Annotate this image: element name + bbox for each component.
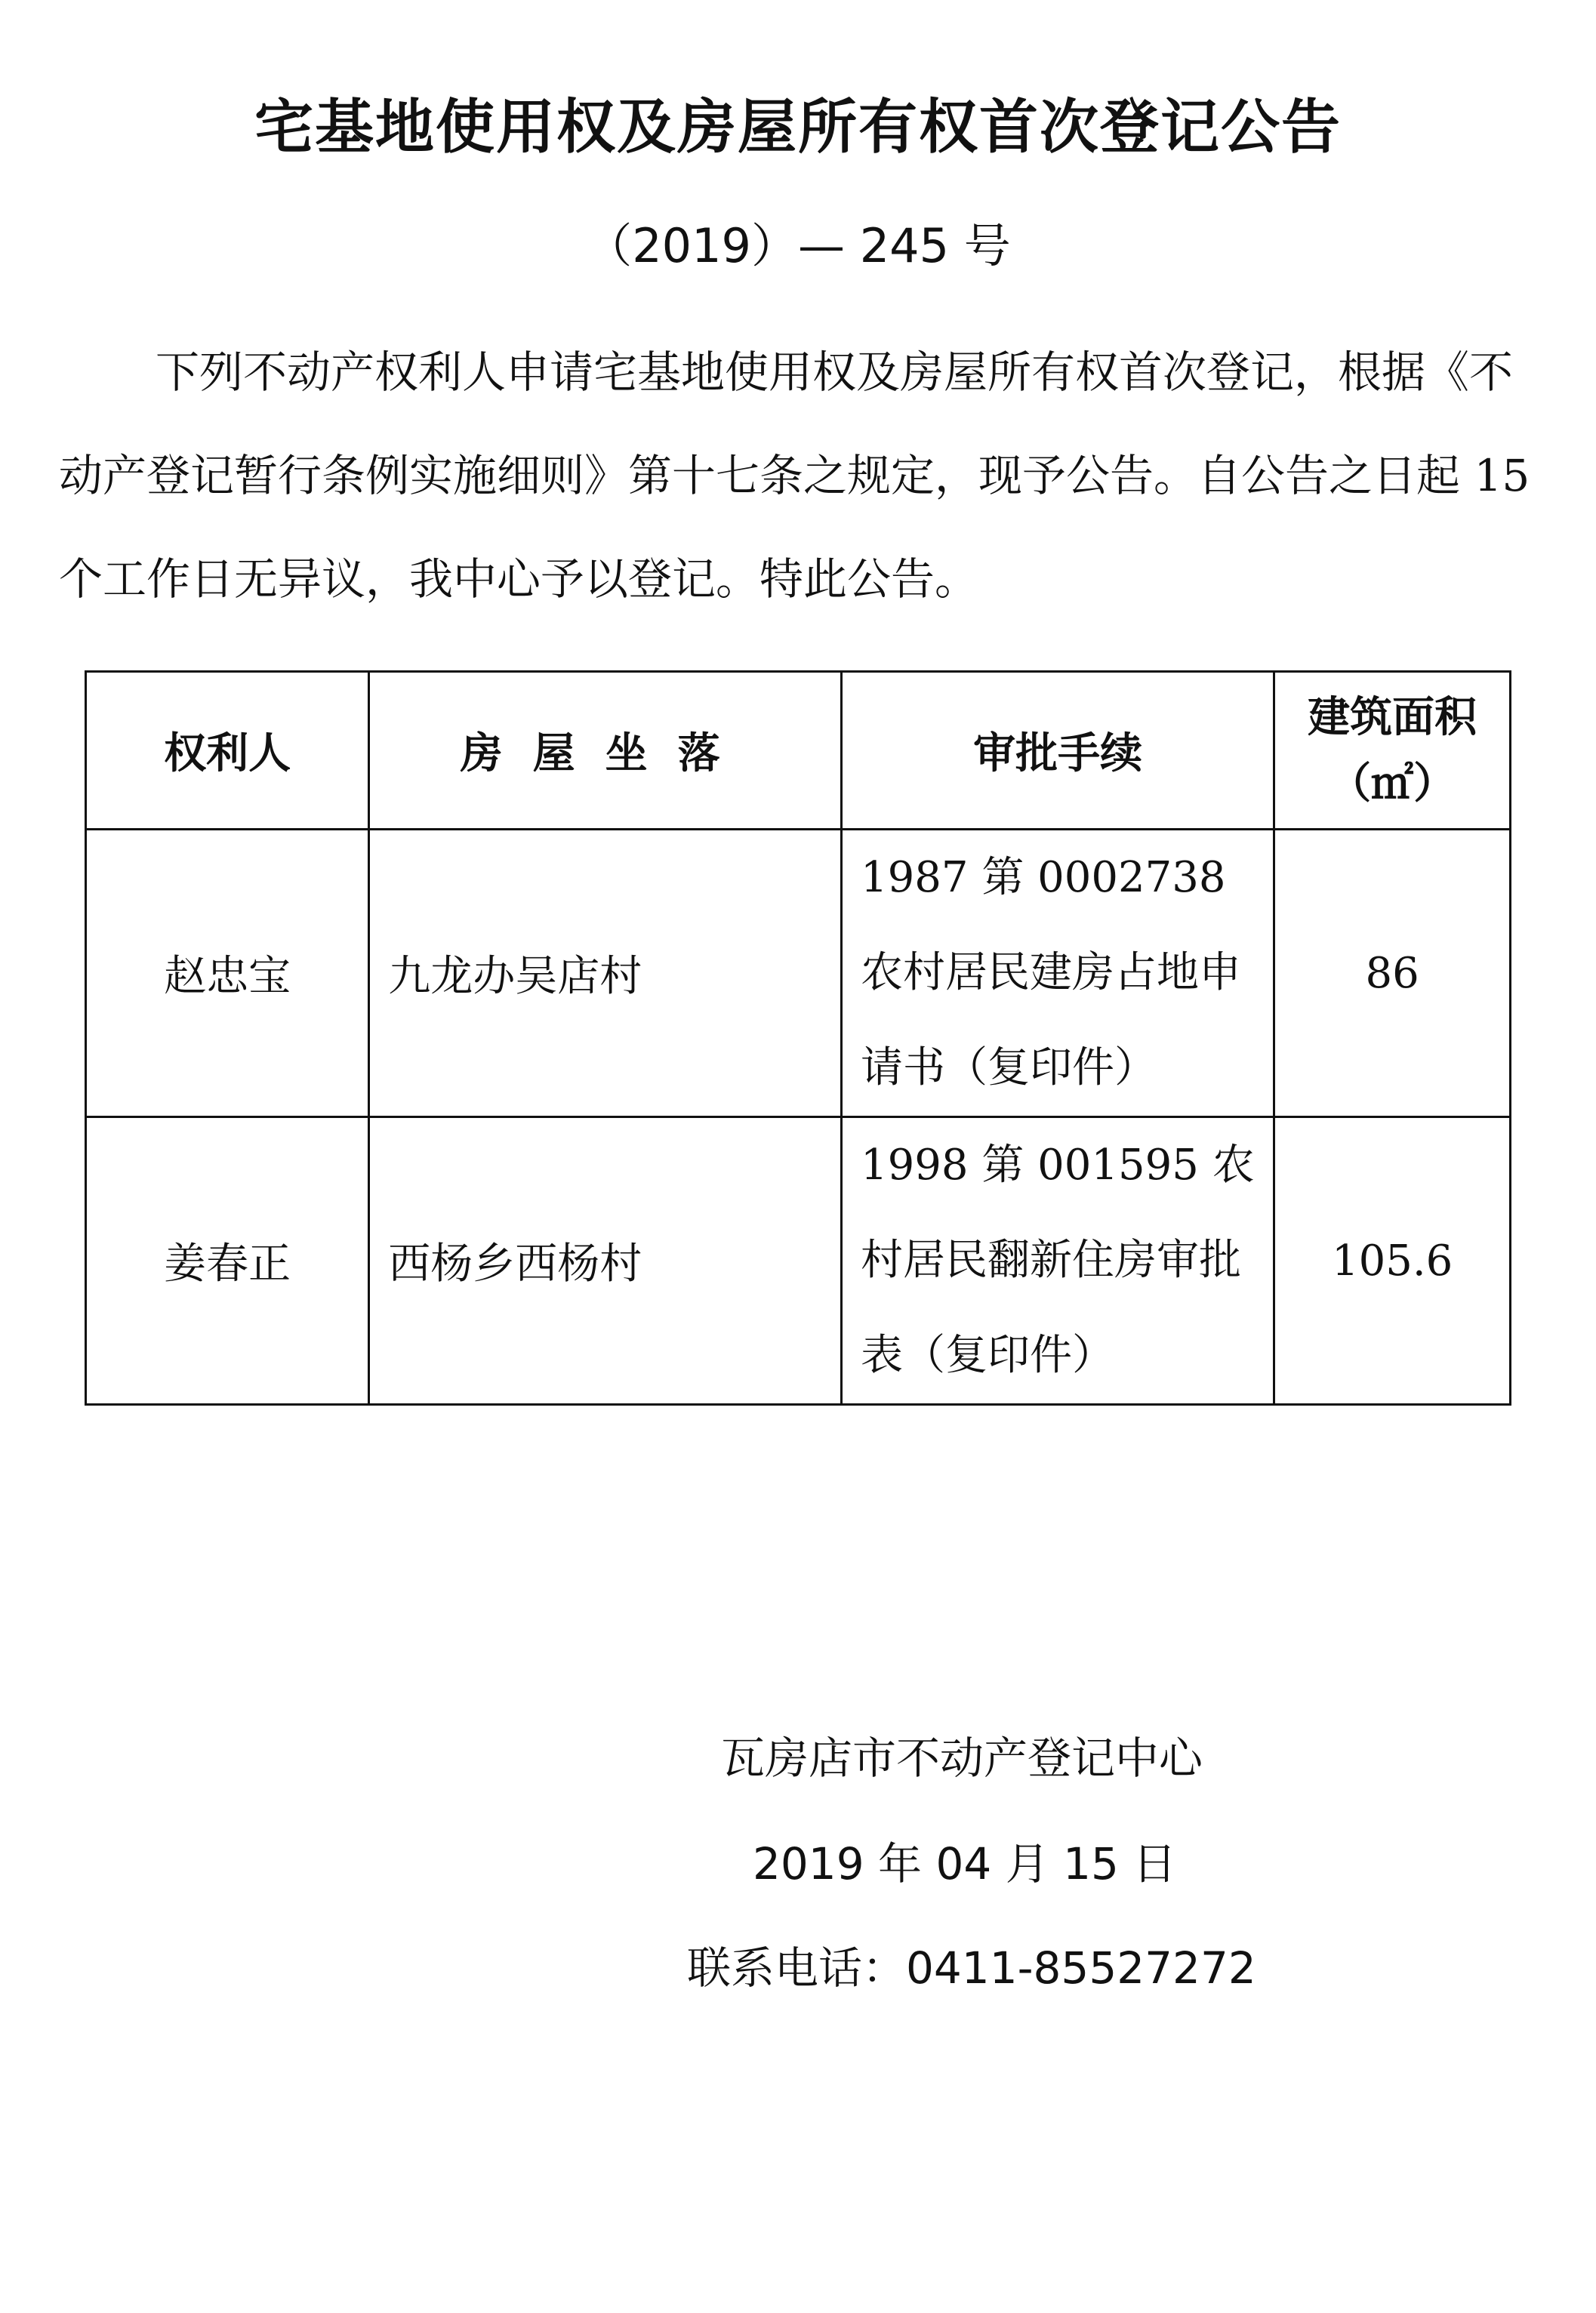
issue-date: 2019 年 04 月 15 日 bbox=[753, 1838, 1177, 1890]
header-area-label: 建筑面积 bbox=[1308, 692, 1477, 742]
header-area-unit: （㎡） bbox=[1329, 759, 1456, 808]
cell-area: 86 bbox=[1274, 830, 1511, 1117]
header-location bbox=[369, 672, 842, 830]
header-location-label: 房屋坐落 bbox=[460, 728, 750, 778]
registration-table bbox=[85, 670, 1511, 1406]
notice-body-text: 下列不动产权利人申请宅基地使用权及房屋所有权首次登记，根据《不动产登记暂行条例实施细则》第十七条之规定，现予公告。自公告之日起 15 个工作日无异议，我中心予以登记。特此公告。 bbox=[59, 346, 1530, 605]
cell-holder: 姜春正 bbox=[86, 1117, 369, 1405]
cell-approval: 1987 第 0002738 农村居民建房占地申请书（复印件） bbox=[842, 830, 1274, 1117]
table-row bbox=[86, 830, 1511, 1117]
table-header-row bbox=[86, 672, 1511, 830]
header-holder: 权利人 bbox=[86, 672, 369, 830]
header-area bbox=[1274, 672, 1511, 830]
cell-area: 105.6 bbox=[1274, 1117, 1511, 1405]
table-row bbox=[86, 1117, 1511, 1405]
contact-phone: 联系电话：0411-85527272 bbox=[687, 1942, 1256, 1994]
cell-location: 西杨乡西杨村 bbox=[369, 1117, 842, 1405]
header-approval: 审批手续 bbox=[842, 672, 1274, 830]
cell-location: 九龙办吴店村 bbox=[369, 830, 842, 1117]
issuing-organization: 瓦房店市不动产登记中心 bbox=[721, 1732, 1203, 1784]
cell-holder: 赵忠宝 bbox=[86, 830, 369, 1117]
cell-approval: 1998 第 001595 农村居民翻新住房审批表（复印件） bbox=[842, 1117, 1274, 1405]
notice-title: 宅基地使用权及房屋所有权首次登记公告 bbox=[254, 94, 1342, 162]
notice-body bbox=[59, 321, 1546, 631]
document-number: （2019）— 245 号 bbox=[585, 218, 1011, 273]
